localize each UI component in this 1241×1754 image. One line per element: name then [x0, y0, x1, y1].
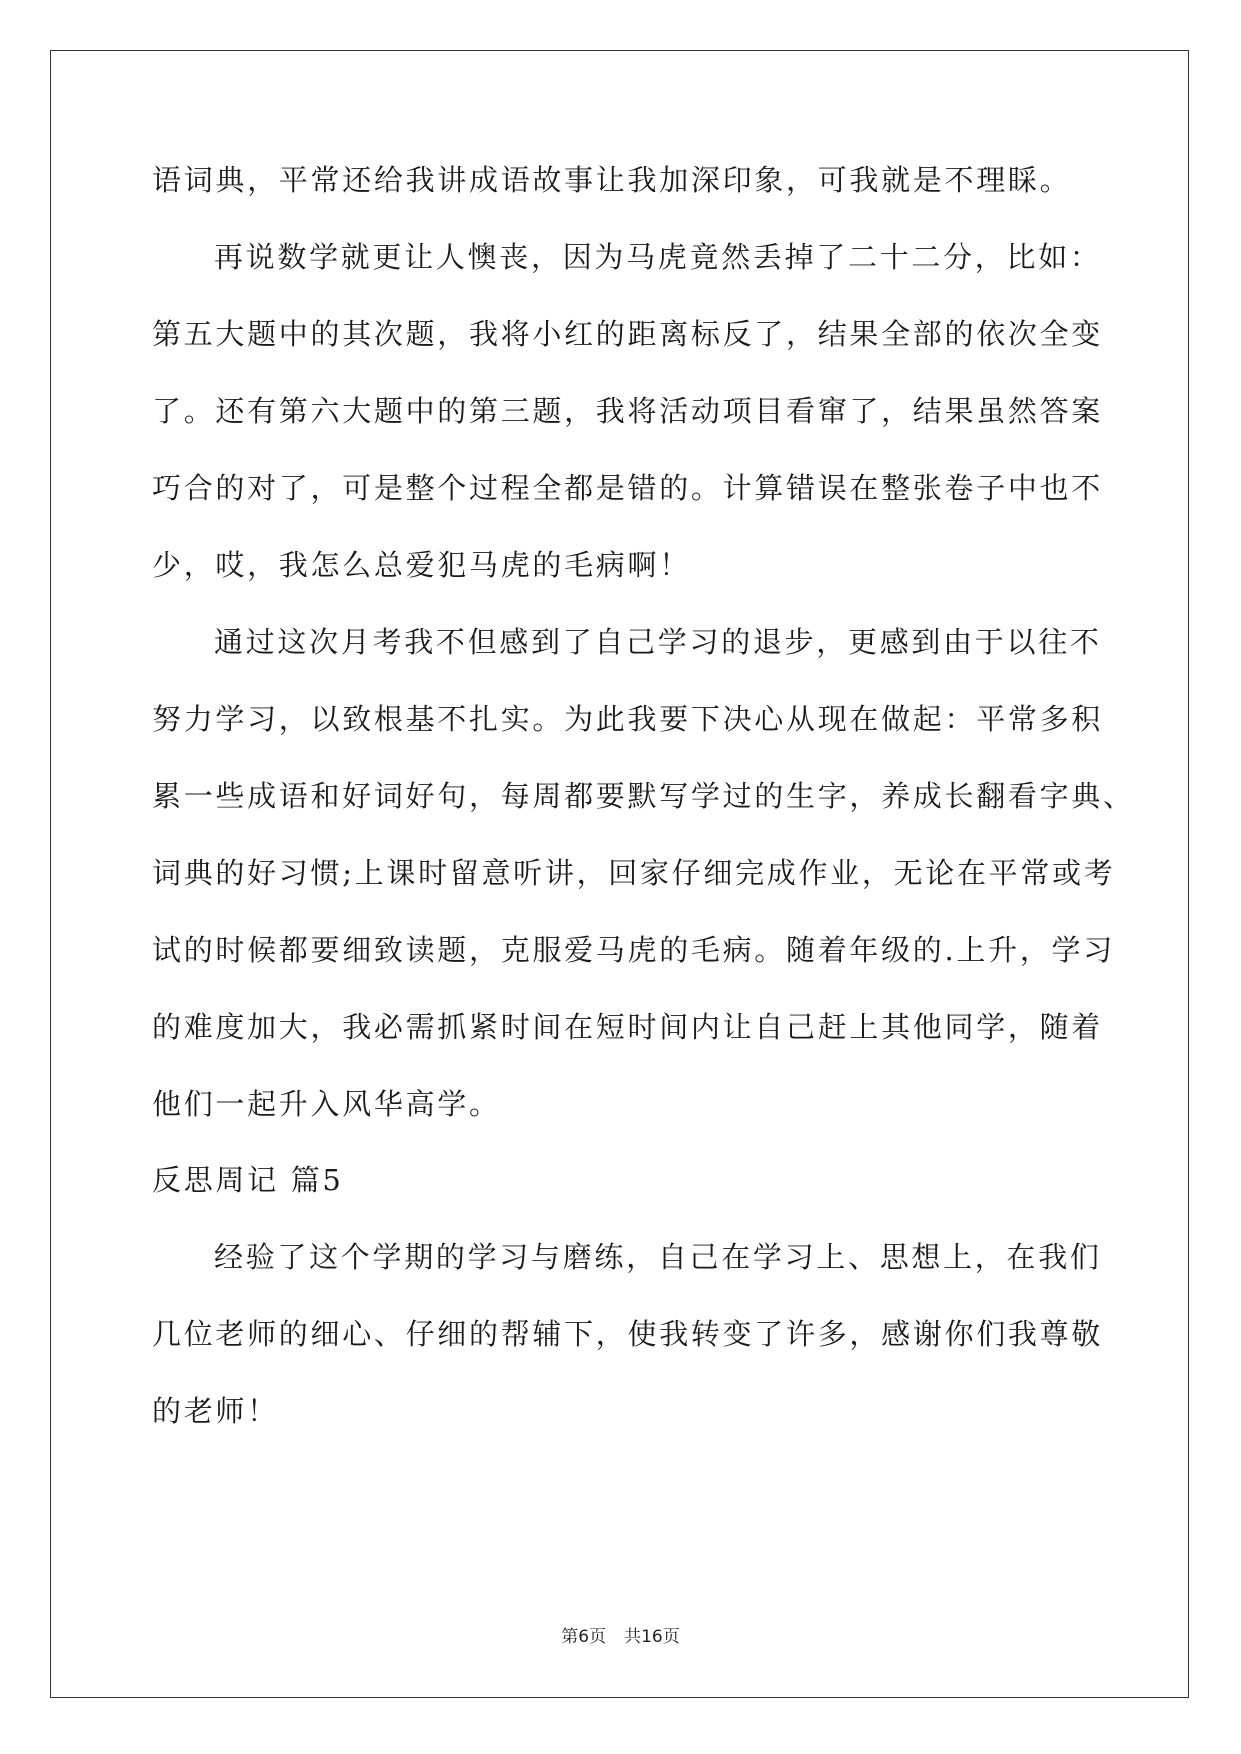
- paragraph-line: 几位老师的细心、仔细的帮辅下，使我转变了许多，感谢你们我尊敬: [152, 1317, 1104, 1351]
- paragraph-line: 他们一起升入风华高学。: [152, 1087, 501, 1121]
- paragraph-line: 再说数学就更让人懊丧，因为马虎竟然丢掉了二十二分，比如：: [214, 240, 1102, 274]
- page-number: 第6页: [561, 1627, 607, 1647]
- paragraph-line: 经验了这个学期的学习与磨练，自己在学习上、思想上，在我们: [214, 1240, 1102, 1274]
- paragraph-line: 第五大题中的其次题，我将小红的距离标反了，结果全部的依次全变: [152, 317, 1104, 351]
- page-footer: [0, 1626, 1241, 1648]
- paragraph-line: 词典的好习惯;上课时留意听讲，回家仔细完成作业，无论在平常或考: [152, 856, 1116, 890]
- page-total: 共16页: [624, 1627, 680, 1647]
- paragraph-line: 少，哎，我怎么总爱犯马虎的毛病啊！: [152, 548, 691, 582]
- paragraph-line: 巧合的对了，可是整个过程全都是错的。计算错误在整张卷子中也不: [152, 471, 1104, 505]
- paragraph-line: 的老师！: [152, 1394, 279, 1428]
- paragraph-line: 试的时候都要细致读题，克服爱马虎的毛病。随着年级的.上升，学习: [152, 933, 1115, 967]
- paragraph-line: 了。还有第六大题中的第三题，我将活动项目看窜了，结果虽然答案: [152, 394, 1104, 428]
- paragraph-line: 的难度加大，我必需抓紧时间在短时间内让自己赶上其他同学，随着: [152, 1010, 1104, 1044]
- section-heading: 反思周记 篇5: [152, 1163, 344, 1197]
- paragraph-line: 语词典，平常还给我讲成语故事让我加深印象，可我就是不理睬。: [152, 163, 1072, 197]
- paragraph-line: 努力学习，以致根基不扎实。为此我要下决心从现在做起：平常多积: [152, 702, 1104, 736]
- paragraph-line: 通过这次月考我不但感到了自己学习的退步，更感到由于以往不: [214, 625, 1102, 659]
- paragraph-line: 累一些成语和好词好句，每周都要默写学过的生字，养成长翻看字典、: [152, 779, 1135, 813]
